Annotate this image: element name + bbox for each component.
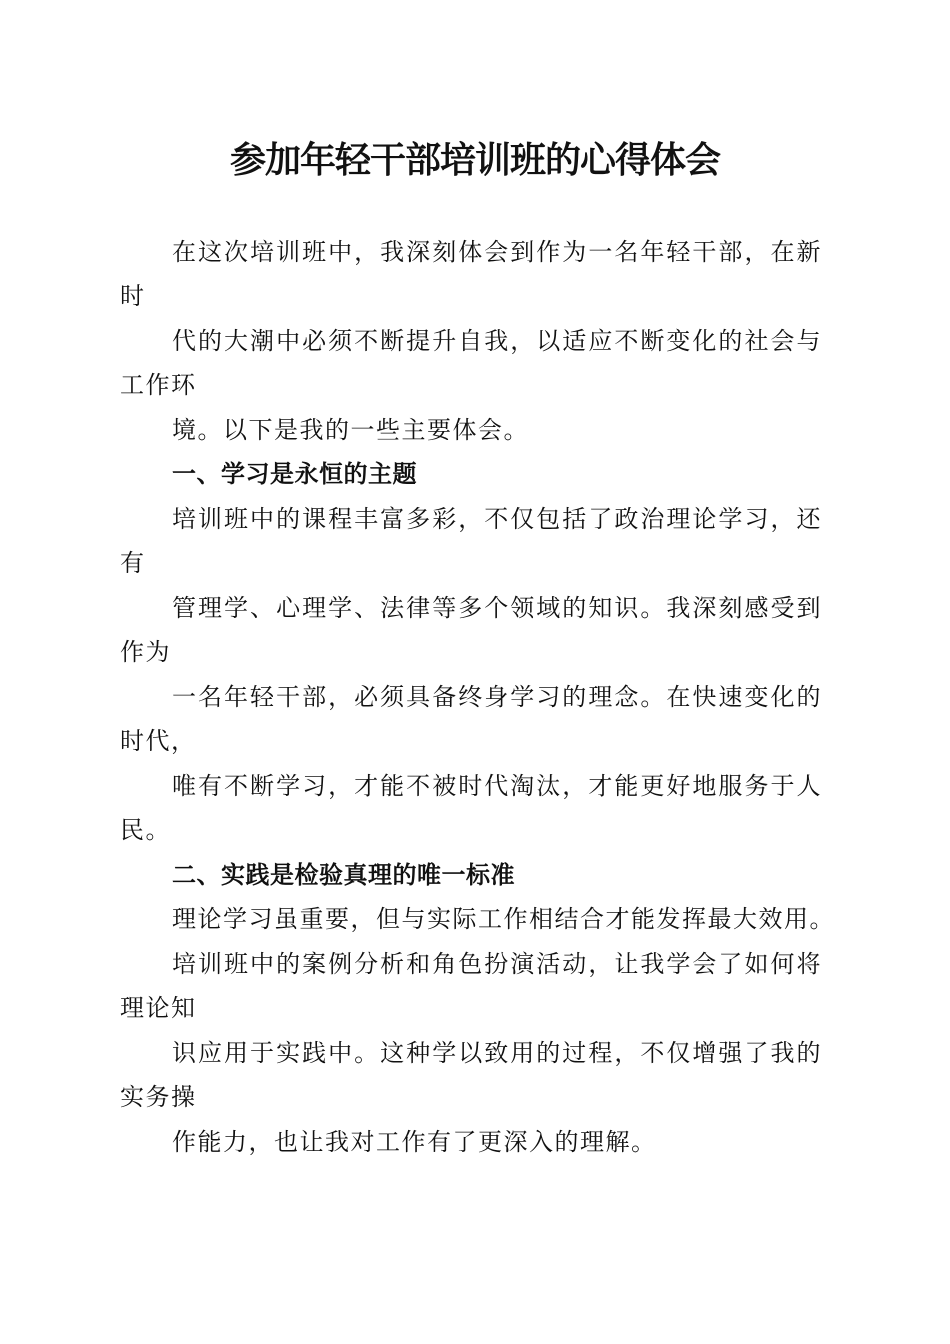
paragraph-line: 在这次培训班中，我深刻体会到作为一名年轻干部，在新 bbox=[172, 238, 822, 266]
paragraph-line: 作为 bbox=[120, 638, 171, 666]
paragraph-line: 实务操 bbox=[120, 1083, 197, 1111]
section-heading: 二、实践是检验真理的唯一标准 bbox=[172, 861, 515, 889]
paragraph-line: 工作环 bbox=[120, 371, 197, 399]
paragraph-line: 管理学、心理学、法律等多个领域的知识。我深刻感受到 bbox=[172, 594, 822, 622]
paragraph-line: 识应用于实践中。这种学以致用的过程，不仅增强了我的 bbox=[172, 1039, 822, 1067]
paragraph-line: 培训班中的课程丰富多彩，不仅包括了政治理论学习，还 bbox=[172, 505, 822, 533]
paragraph-line: 唯有不断学习，才能不被时代淘汰，才能更好地服务于人 bbox=[172, 772, 822, 800]
paragraph-line: 境。以下是我的一些主要体会。 bbox=[172, 416, 529, 444]
paragraph-line: 时 bbox=[120, 282, 146, 310]
paragraph-line: 理论知 bbox=[120, 994, 197, 1022]
paragraph-line: 一名年轻干部，必须具备终身学习的理念。在快速变化的 bbox=[172, 683, 822, 711]
paragraph-line: 时代， bbox=[120, 727, 197, 755]
paragraph-line: 代的大潮中必须不断提升自我，以适应不断变化的社会与 bbox=[172, 327, 822, 355]
paragraph-line: 作能力，也让我对工作有了更深入的理解。 bbox=[172, 1128, 657, 1156]
document-title: 参加年轻干部培训班的心得体会 bbox=[229, 139, 720, 181]
paragraph-line: 理论学习虽重要，但与实际工作相结合才能发挥最大效用。 bbox=[172, 905, 835, 933]
paragraph-line: 有 bbox=[120, 549, 146, 577]
section-heading: 一、学习是永恒的主题 bbox=[172, 460, 417, 488]
paragraph-line: 民。 bbox=[120, 816, 171, 844]
paragraph-line: 培训班中的案例分析和角色扮演活动，让我学会了如何将 bbox=[172, 950, 822, 978]
